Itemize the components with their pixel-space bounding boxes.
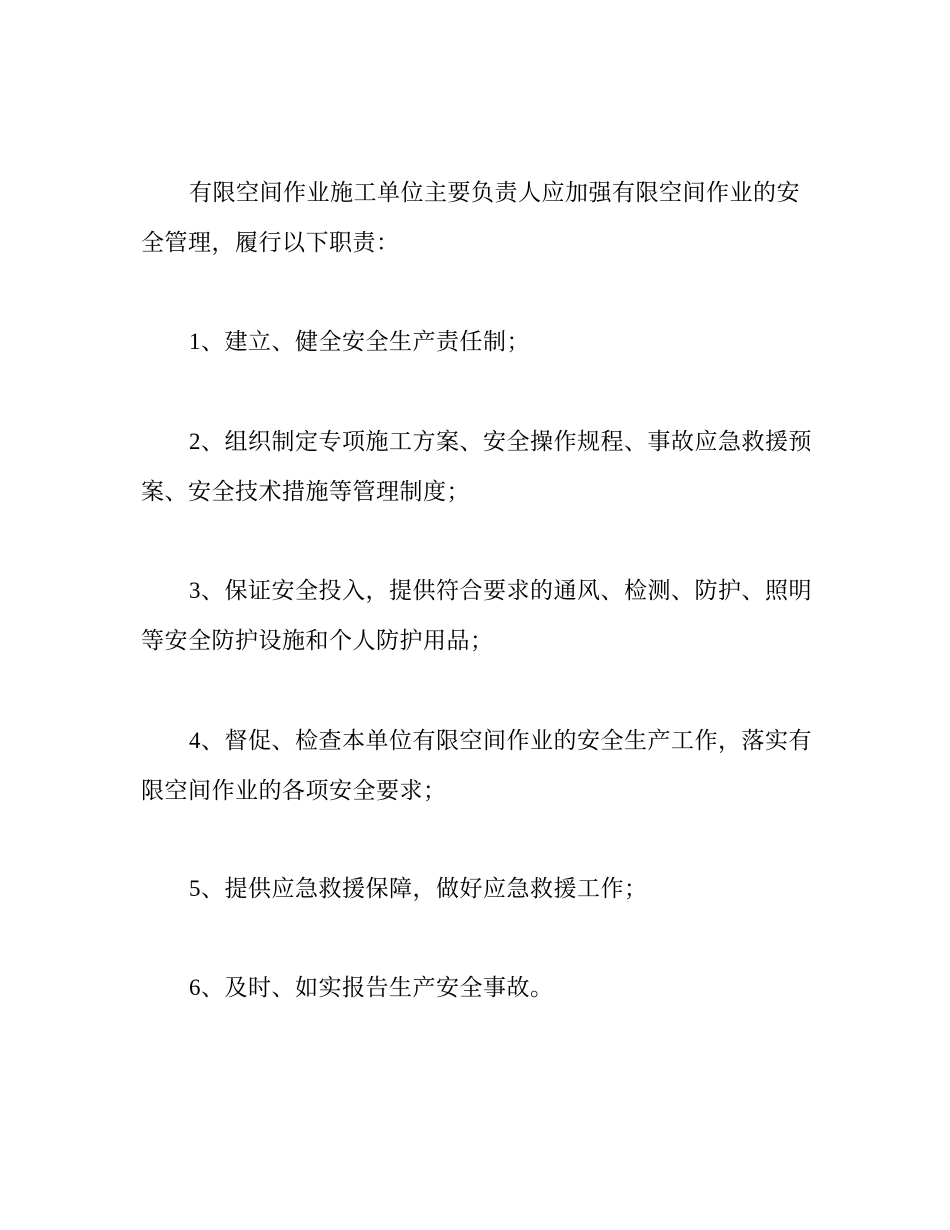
item-text: 、组织制定专项施工方案、安全操作规程、事故应急救援预案、安全技术措施等管理制度；	[141, 429, 812, 505]
item-number: 5	[189, 876, 201, 901]
item-number: 4	[189, 728, 201, 753]
item-number: 2	[189, 429, 201, 454]
item-text: 、提供应急救援保障，做好应急救援工作；	[201, 876, 648, 902]
duty-item-2	[141, 417, 821, 517]
duty-item-6	[141, 963, 821, 1013]
item-text: 、建立、健全安全生产责任制；	[201, 329, 530, 355]
duty-item-3	[141, 566, 821, 666]
intro-paragraph: 有限空间作业施工单位主要负责人应加强有限空间作业的安全管理，履行以下职责：	[141, 180, 800, 256]
item-text: 、及时、如实报告生产安全事故。	[201, 975, 554, 1001]
item-number: 3	[189, 578, 201, 603]
duty-item-4	[141, 716, 821, 816]
item-text: 、保证安全投入，提供符合要求的通风、检测、防护、照明等安全防护设施和个人防护用品；	[141, 578, 812, 654]
duty-item-5	[141, 864, 821, 914]
item-number: 6	[189, 975, 201, 1000]
duty-item-1	[141, 317, 821, 367]
item-number: 1	[189, 329, 201, 354]
item-text: 、督促、检查本单位有限空间作业的安全生产工作，落实有限空间作业的各项安全要求；	[141, 728, 812, 804]
